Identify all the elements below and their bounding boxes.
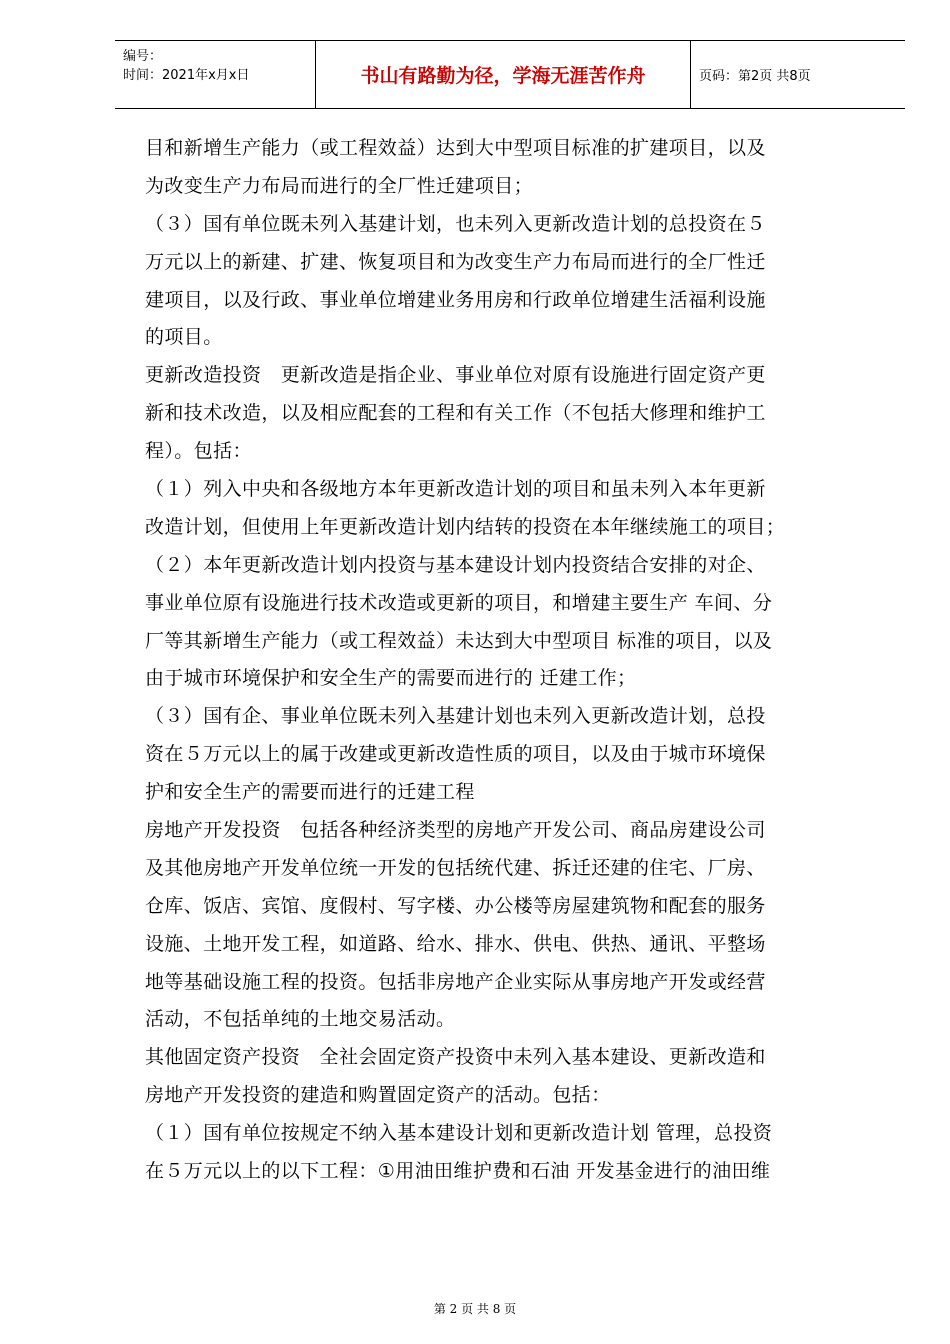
- page-header: [115, 40, 905, 109]
- text-line: 程）。包括：: [145, 440, 252, 463]
- text-line: 活动，不包括单纯的土地交易活动。: [145, 1008, 456, 1031]
- text-line: 其他固定资产投资 全社会固定资产投资中未列入基本建设、更新改造和: [145, 1046, 766, 1069]
- text-line: 的项目。: [145, 326, 223, 349]
- text-line: （１）国有单位按规定不纳入基本建设计划和更新改造计划 管理，总投资: [145, 1122, 773, 1145]
- text-line: 在５万元以上的以下工程：①用油田维护费和石油 开发基金进行的油田维: [145, 1160, 771, 1183]
- page-footer: 第 2 页 共 8 页: [433, 1302, 517, 1316]
- text-line: （２）本年更新改造计划内投资与基本建设计划内投资结合安排的对企、: [145, 553, 766, 576]
- text-line: 为改变生产力布局而进行的全厂性迁建项目；: [145, 174, 534, 197]
- header-page-label: 页码：第2页 共8页: [699, 69, 811, 84]
- text-line: 仓库、饭店、宾馆、度假村、写字楼、办公楼等房屋建筑物和配套的服务: [145, 894, 766, 917]
- text-line: 厂等其新增生产能力（或工程效益）未达到大中型项目 标准的项目，以及: [145, 629, 773, 652]
- number-label: 编号：: [123, 49, 163, 64]
- text-line: 地等基础设施工程的投资。包括非房地产企业实际从事房地产开发或经营: [145, 970, 766, 993]
- body-text: [145, 130, 880, 1191]
- text-line: 改造计划，但使用上年更新改造计划内结转的投资在本年继续施工的项目；: [145, 515, 786, 538]
- text-line: 房地产开发投资 包括各种经济类型的房地产开发公司、商品房建设公司: [145, 819, 766, 842]
- header-motto: 书山有路勤为径，学海无涯苦作舟: [316, 41, 691, 108]
- text-line: 资在５万元以上的属于改建或更新改造性质的项目，以及由于城市环境保: [145, 743, 766, 766]
- text-line: 目和新增生产能力（或工程效益）达到大中型项目标准的扩建项目，以及: [145, 137, 766, 159]
- text-line: 及其他房地产开发单位统一开发的包括统代建、拆迁还建的住宅、厂房、: [145, 856, 766, 879]
- text-line: 更新改造投资 更新改造是指企业、事业单位对原有设施进行固定资产更: [145, 364, 766, 387]
- time-label: 时间：2021年x月x日: [123, 68, 250, 83]
- text-line: 护和安全生产的需要而进行的迁建工程: [145, 781, 475, 804]
- text-line: 由于城市环境保护和安全生产的需要而进行的 迁建工作；: [145, 667, 637, 690]
- text-line: 新和技术改造，以及相应配套的工程和有关工作（不包括大修理和维护工: [145, 402, 766, 425]
- text-line: （３）国有企、事业单位既未列入基建计划也未列入更新改造计划，总投: [145, 705, 766, 728]
- text-line: （３）国有单位既未列入基建计划，也未列入更新改造计划的总投资在５: [145, 212, 766, 235]
- text-line: 房地产开发投资的建造和购置固定资产的活动。包括：: [145, 1084, 611, 1107]
- text-line: 建项目，以及行政、事业单位增建业务用房和行政单位增建生活福利设施: [145, 288, 766, 311]
- text-line: 事业单位原有设施进行技术改造或更新的项目，和增建主要生产 车间、分: [145, 591, 773, 614]
- text-line: 设施、土地开发工程，如道路、给水、排水、供电、供热、通讯、平整场: [145, 932, 766, 955]
- text-line: 万元以上的新建、扩建、恢复项目和为改变生产力布局而进行的全厂性迁: [145, 250, 766, 273]
- header-meta: [115, 41, 316, 108]
- text-line: （１）列入中央和各级地方本年更新改造计划的项目和虽未列入本年更新: [145, 478, 766, 501]
